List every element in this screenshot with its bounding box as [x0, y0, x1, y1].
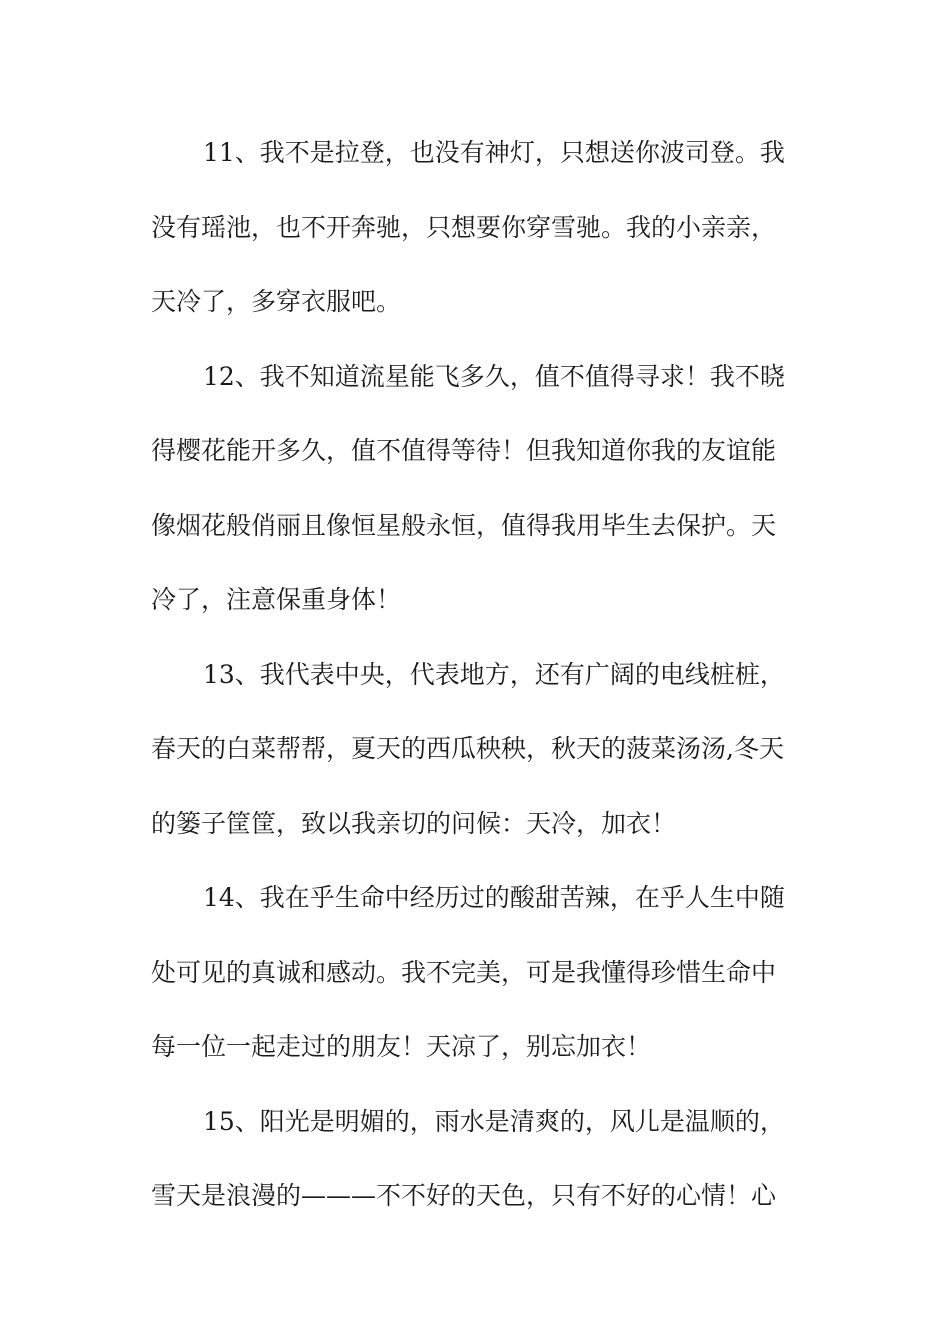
text-line: 的篓子筐筐，致以我亲切的问候：天冷，加衣！ — [151, 808, 677, 838]
text-line: 春天的白菜帮帮，夏天的西瓜秧秧，秋天的菠菜汤汤,冬天 — [151, 734, 784, 763]
text-line: 雪天是浪漫的———不不好的天色，只有不好的心情！心 — [151, 1181, 777, 1210]
text-line: 冷了，注意保重身体！ — [151, 585, 402, 614]
text-line: 15、阳光是明媚的，雨水是清爽的，风儿是温顺的， — [203, 1106, 785, 1136]
body-text — [151, 134, 811, 1252]
text-line: 天冷了，多穿衣服吧。 — [151, 287, 402, 316]
text-line: 没有瑶池，也不开奔驰，只想要你穿雪驰。我的小亲亲， — [151, 212, 777, 242]
text-line: 13、我代表中央，代表地方，还有广阔的电线桩桩， — [203, 659, 785, 689]
text-line: 得樱花能开多久，值不值得等待！但我知道你我的友谊能 — [151, 436, 777, 465]
text-line: 像烟花般俏丽且像恒星般永恒，值得我用毕生去保护。天 — [151, 510, 777, 540]
text-line: 11、我不是拉登，也没有神灯，只想送你波司登。我 — [203, 138, 785, 167]
text-line: 14、我在乎生命中经历过的酸甜苦辣，在乎人生中随 — [203, 883, 785, 912]
text-line: 每一位一起走过的朋友！天凉了，别忘加衣！ — [151, 1032, 652, 1061]
text-line: 12、我不知道流星能飞多久，值不值得寻求！我不晓 — [203, 361, 785, 391]
text-line: 处可见的真诚和感动。我不完美，可是我懂得珍惜生命中 — [151, 957, 777, 987]
